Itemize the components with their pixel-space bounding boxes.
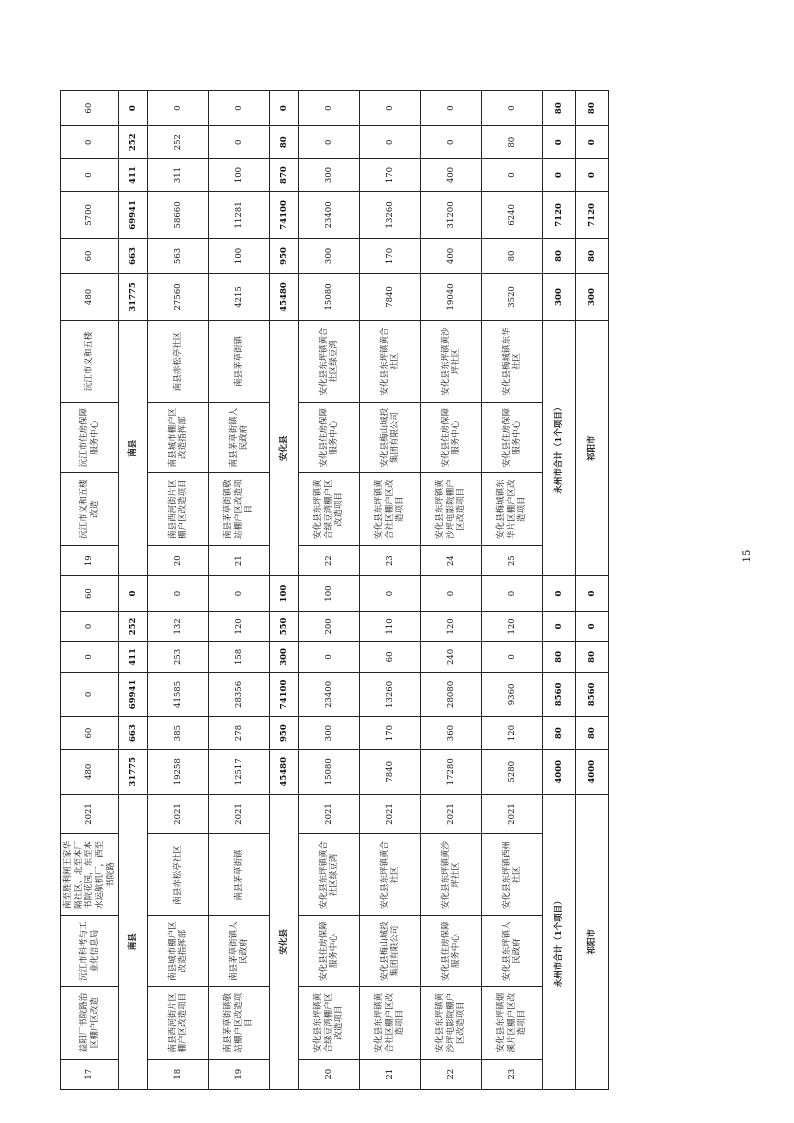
total-row-qiyang: 祁阳市 4000 80 8560 80 0 0 祁阳市 300 80 7120 0 0 80 — [576, 91, 609, 1090]
table-row: 20 安化县东坪镇黄合绿豆湾棚户区改造项目 安化县住房保障服务中心 安化县东坪镇黄合社区绿豆湾 2021 15080 300 23400 0 200 100 22 安化县东坪镇黄合绿豆湾棚户区改造项目 安化县住房保障服务中心 安化县东坪镇黄合社区绿豆湾 15080 300 23400 300 0 0 — [299, 91, 360, 1090]
rotated-table-sheet — [60, 90, 685, 1090]
page-number: 15 — [742, 549, 753, 563]
total-row-yongzhou: 永州市合计（1个项目） 4000 80 8560 80 0 0 永州市合计（1个项目） 300 80 7120 0 0 80 — [543, 91, 576, 1090]
table-row: 18 南县西河街片区棚户区改造项目 南县城市棚户区改造指挥部 南县赤松亭社区 2021 19258 385 41585 253 132 0 20 南县西河街片区棚户区改造项目 南县城市棚户区改造指挥部 南县赤松亭社区 27560 563 58660 311 252 0 — [148, 91, 209, 1090]
table-row: 19 南县茅草街镇敬站棚户区改造项目 南县茅草街镇人民政府 南县茅草街镇 2021 12517 278 28356 158 120 0 21 南县茅草街镇敬站棚户区改造项目 南县茅草街镇人民政府 南县茅草街镇 4215 100 11281 100 0 0 — [209, 91, 270, 1090]
table-row: 17 益阳厂书院路治区棚户区改造 沅江市科考与工业化信息局 南至胜利闸王家华隔社区、北至本厂书院花园，东至本水运航机厂，西至书院路 2021 480 60 0 0 0 60 19 沅江市义和五楼改造 沅江市住房保障服务中心 沅江市义和五楼 480 60 5700 0 0 60 — [61, 91, 119, 1090]
subtotal-row-nanxian: 南县 31775 663 69941 411 252 0 南县 31775 663 69941 411 252 0 — [119, 91, 148, 1090]
table-row: 21 安化县东坪镇黄合社区棚户区改造项目 安化县梅山城投集团有限公司 安化县东坪镇黄合社区 2021 7840 170 13260 60 110 0 23 安化县东坪镇黄合社区棚户区改造项目 安化县梅山城投集团有限公司 安化县东坪镇黄合社区 7840 170 13260 170 0 0 — [360, 91, 421, 1090]
subtotal-row-anhua: 安化县 45480 950 74100 300 550 100 安化县 45480 950 74100 870 80 0 — [270, 91, 299, 1090]
table-row: 22 安化县东坪镇黄沙坪电影院棚户区改造项目 安化县住房保障服务中心 安化县东坪镇黄沙坪社区 2021 17280 360 28080 240 120 0 24 安化县东坪镇黄沙坪电影院棚户区改造项目 安化县住房保障服务中心 安化县东坪镇黄沙坪社区 19040 400 31200 400 0 0 — [421, 91, 482, 1090]
housing-projects-table — [60, 90, 609, 1090]
table-row: 23 安化县东坪镇烟溪片区棚户区改造项目 安化县东坪镇人民政府 安化县东坪镇西州社区 2021 5280 120 9360 0 120 0 25 安化县梅城镇东华片区棚户区改造项目 安化县住房保障服务中心 安化县梅城镇东华社区 3520 80 6240 0 80 0 — [482, 91, 543, 1090]
